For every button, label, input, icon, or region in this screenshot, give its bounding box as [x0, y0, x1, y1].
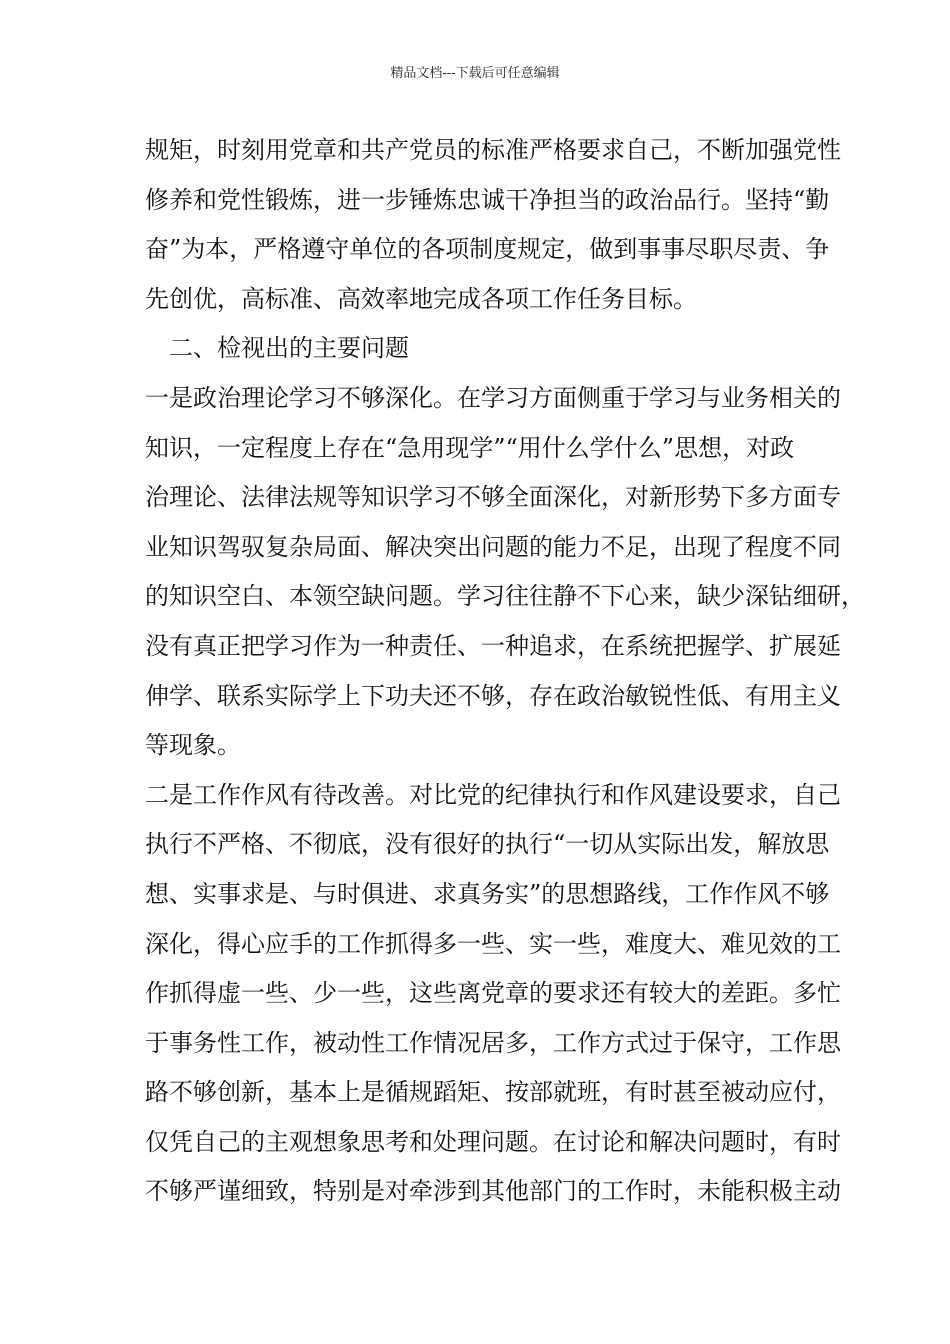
text-line: 修养和党性锻炼，进一步锤炼忠诚干净担当的政治品行。坚持“勤	[145, 185, 830, 214]
text-line: 作抓得虚一些、少一些，这些离党章的要求还有较大的差距。多忙	[145, 979, 841, 1008]
text-line: 伸学、联系实际学上下功夫还不够，存在政治敏锐性低、有用主义	[145, 681, 841, 710]
section-heading: 二、检视出的主要问题	[169, 334, 409, 363]
text-line: 于事务性工作，被动性工作情况居多，工作方式过于保守，工作思	[145, 1028, 841, 1057]
text-line: 一是政治理论学习不够深化。在学习方面侧重于学习与业务相关的	[145, 383, 841, 412]
text-line: 路不够创新，基本上是循规蹈矩、按部就班，有时甚至被动应付，	[145, 1078, 841, 1107]
text-line: 二是工作作风有待改善。对比党的纪律执行和作风建设要求，自己	[145, 780, 841, 809]
text-line: 的知识空白、本领空缺问题。学习往往静不下心来，缺少深钻细研，	[145, 582, 865, 611]
text-line: 业知识驾驭复杂局面、解决突出问题的能力不足，出现了程度不同	[145, 532, 841, 561]
text-line: 深化，得心应手的工作抓得多一些、实一些，难度大、难见效的工	[145, 929, 841, 958]
text-line: 想、实事求是、与时俱进、求真务实”的思想路线，工作作风不够	[145, 879, 830, 908]
text-line: 不够严谨细致，特别是对牵涉到其他部门的工作时，未能积极主动	[145, 1177, 841, 1206]
document-body	[145, 126, 865, 1217]
text-line: 知识，一定程度上存在“急用现学”“用什么学什么”思想，对政	[145, 433, 795, 462]
text-line: 治理论、法律法规等知识学习不够全面深化，对新形势下多方面专	[145, 483, 841, 512]
text-line: 先创优，高标准、高效率地完成各项工作任务目标。	[145, 284, 697, 313]
text-line: 仅凭自己的主观想象思考和处理问题。在讨论和解决问题时，有时	[145, 1127, 841, 1156]
text-line: 规矩，时刻用党章和共产党员的标准严格要求自己，不断加强党性	[145, 136, 841, 164]
text-line: 没有真正把学习作为一种责任、一种追求，在系统把握学、扩展延	[145, 631, 841, 660]
text-line: 等现象。	[145, 731, 241, 760]
page-header: 精品文档---下载后可任意编辑	[390, 66, 560, 81]
text-line: 奋”为本，严格遵守单位的各项制度规定，做到事事尽职尽责、争	[145, 235, 830, 264]
text-line: 执行不严格、不彻底，没有很好的执行“一切从实际出发，解放思	[145, 830, 830, 859]
